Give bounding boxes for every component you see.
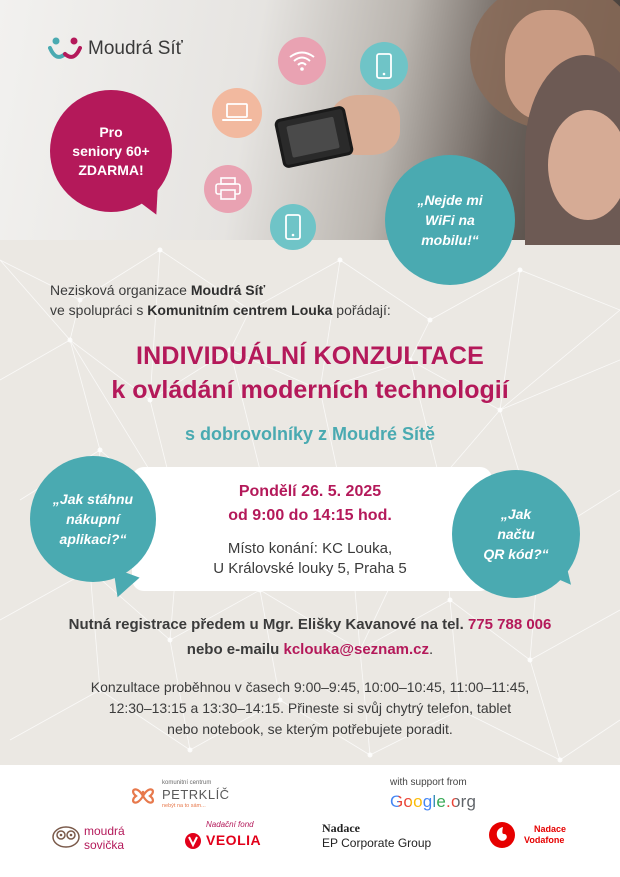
sponsors-footer bbox=[0, 765, 620, 877]
smartphone-circle-top bbox=[360, 42, 408, 90]
smartphone-icon bbox=[285, 214, 301, 240]
event-place: Místo konání: KC Louka, bbox=[227, 540, 393, 557]
qr-code-bubble: „Jak načtu QR kód?“ bbox=[452, 470, 580, 598]
seniors-free-bubble: Pro seniory 60+ ZDARMA! bbox=[50, 90, 172, 212]
details-line-1: Konzultace proběhnou v časech 9:00–9:45, 10:00–10:45, 11:00–11:45, bbox=[90, 679, 530, 695]
brand-logo bbox=[48, 36, 183, 62]
clover-icon bbox=[128, 781, 158, 811]
nadace-ep-logo: Nadace EP Corporate Group bbox=[322, 821, 432, 850]
details-line-2: 12:30–13:15 a 13:30–14:15. Přineste si svůj chytrý telefon, tablet bbox=[108, 700, 512, 716]
details-line-3: nebo notebook, se kterým potřebujete poradit. bbox=[167, 721, 453, 737]
nadace-vodafone-logo: Nadace Vodafone bbox=[488, 821, 588, 857]
event-date: Pondělí 26. 5. 2025 bbox=[238, 483, 382, 500]
smartphone-in-hand bbox=[274, 105, 355, 169]
laptop-icon bbox=[222, 103, 252, 123]
phone-number: 775 788 006 bbox=[467, 616, 552, 633]
subtitle: s dobrovolníky z Moudré Sítě bbox=[184, 424, 436, 444]
vodafone-icon bbox=[488, 821, 516, 849]
shopping-app-bubble: „Jak stáhnu nákupní aplikaci?“ bbox=[30, 456, 156, 582]
event-address: U Královské louky 5, Praha 5 bbox=[213, 560, 407, 577]
wifi-question-bubble: „Nejde mi WiFi na mobilu!“ bbox=[385, 155, 515, 285]
registration-text: Nutná registrace předem u Mgr. Elišky Kavanové na tel. 775 788 006 bbox=[68, 616, 552, 633]
brand-name: Moudrá Síť bbox=[88, 38, 183, 59]
moudra-sovicka-logo: moudrá sovička bbox=[52, 820, 152, 856]
owl-icon bbox=[52, 824, 80, 848]
wifi-icon bbox=[288, 50, 316, 72]
smartphone-circle-bottom bbox=[270, 204, 316, 250]
wifi-circle bbox=[278, 37, 326, 85]
veolia-logo: Nadační fond VEOLIA bbox=[184, 820, 284, 856]
petrklic-logo: komunitní centrum PETRKLÍČ nebýt na to sám... bbox=[128, 777, 248, 817]
printer-icon bbox=[215, 177, 241, 201]
veolia-icon bbox=[184, 832, 202, 850]
event-time: od 9:00 do 14:15 hod. bbox=[228, 507, 392, 524]
people-logo-icon bbox=[48, 36, 82, 62]
registration-email-line: nebo e-mailu kclouka@seznam.cz. bbox=[186, 641, 434, 658]
google-org-wordmark: Google.org bbox=[390, 792, 477, 811]
printer-circle bbox=[204, 165, 252, 213]
laptop-circle bbox=[212, 88, 262, 138]
smartphone-icon bbox=[376, 53, 392, 79]
title-line-1: INDIVIDUÁLNÍ KONZULTACE bbox=[135, 342, 485, 370]
google-org-logo: with support from Google.org bbox=[390, 777, 520, 817]
intro-text: Nezisková organizace Moudrá Síť ve spolupráci s Komunitním centrem Louka pořádají: bbox=[50, 282, 391, 318]
email-address: kclouka@seznam.cz bbox=[283, 641, 430, 658]
title-line-2: k ovládání moderních technologií bbox=[111, 376, 509, 404]
